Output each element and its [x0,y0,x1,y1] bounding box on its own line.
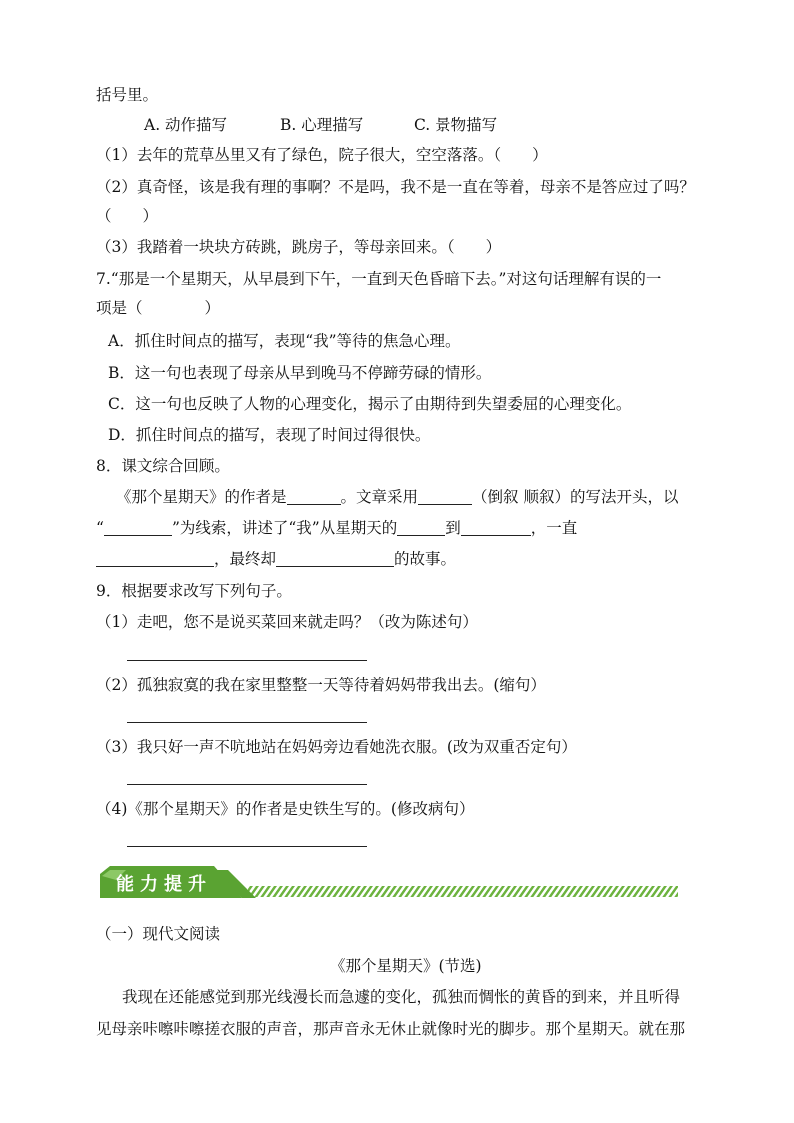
q8-line3 [96,548,456,570]
q8-l3b: 的故事。 [394,550,457,568]
q8-l2c: 到 [445,519,461,537]
q8-l1c: （倒叙 顺叙）的写法开头，以 [472,488,679,506]
q6-option-b: B. 心理描写 [280,116,364,134]
q9-item-3: （3）我只好一声不吭地站在妈妈旁边看她洗衣服。(改为双重否定句） [96,738,577,756]
q8-line1 [116,486,678,508]
q9-answer-line-2[interactable] [127,722,367,723]
q9-answer-line-1[interactable] [127,660,367,661]
q7-choice-d: D．抓住时间点的描写，表现了时间过得很快。 [108,426,431,444]
q8-l1a: 《那个星期天》的作者是 [116,488,287,506]
q8-l2d: ，一直 [530,519,578,537]
q6-item-3: （3）我踏着一块块方砖跳，跳房子，等母亲回来。（ ） [96,238,502,256]
q9-answer-line-4[interactable] [127,846,367,847]
q9-item-2: （2）孤独寂寞的我在家里整整一天等待着妈妈带我出去。(缩句） [96,676,546,694]
q7-stem-line1: 7.“那是一个星期天，从早晨到下午，一直到天色昏暗下去。”对这句话理解有误的一 [96,270,662,288]
q8-line2 [96,517,577,539]
q7-stem-line2: 项是（ ） [96,299,221,317]
q7-choice-b: B．这一句也表现了母亲从早到晚马不停蹄劳碌的情形。 [108,364,492,382]
q9-item-4: （4)《那个星期天》的作者是史铁生写的。(修改病句） [96,800,475,818]
q9-item-1: （1）走吧，您不是说买菜回来就走吗？（改为陈述句） [96,613,478,631]
q6-item-2: （2）真奇怪，该是我有理的事啊？不是吗，我不是一直在等着，母亲不是答应过了吗？ [96,178,695,196]
q8-blank-to[interactable] [461,518,531,536]
q8-l2a: “ [96,519,104,537]
q8-blank-until[interactable] [96,549,214,567]
passage-title: 《那个星期天》(节选) [330,957,482,975]
q8-blank-clue[interactable] [104,518,172,536]
q7-choice-c: C．这一句也反映了人物的心理变化，揭示了由期待到失望委屈的心理变化。 [108,395,632,413]
q8-blank-finally[interactable] [276,549,394,567]
q6-item-2-bracket: （ ） [96,207,159,225]
q8-blank-from[interactable] [397,518,445,536]
q9-title: 9．根据要求改写下列句子。 [96,582,292,600]
q6-intro-tail: 括号里。 [96,86,159,104]
q7-choice-a: A．抓住时间点的描写，表现“我”等待的焦急心理。 [108,332,461,350]
q6-option-c: C. 景物描写 [414,116,498,134]
section-banner-title: 能力提升 [116,874,212,895]
q8-blank-method[interactable] [418,487,472,505]
q9-answer-line-3[interactable] [127,784,367,785]
passage-line-1: 我现在还能感觉到那光线漫长而急遽的变化，孤独而惆怅的黄昏的到来，并且听得 [122,988,681,1006]
q8-l3a: ，最终却 [214,550,277,568]
q8-l2b: ”为线索，讲述了“我”从星期天的 [171,519,398,537]
section-subheading: （一）现代文阅读 [96,925,221,943]
q8-l1b: 。文章采用 [340,488,419,506]
q6-option-a: A. 动作描写 [144,116,228,134]
section-banner [96,866,681,902]
q6-item-1: （1）去年的荒草丛里又有了绿色，院子很大，空空落落。（ ） [96,146,548,164]
q8-title: 8．课文综合回顾。 [96,457,230,475]
passage-line-2: 见母亲咔嚓咔嚓搓衣服的声音，那声音永无休止就像时光的脚步。那个星期天。就在那 [96,1020,686,1038]
q8-blank-author[interactable] [287,487,341,505]
